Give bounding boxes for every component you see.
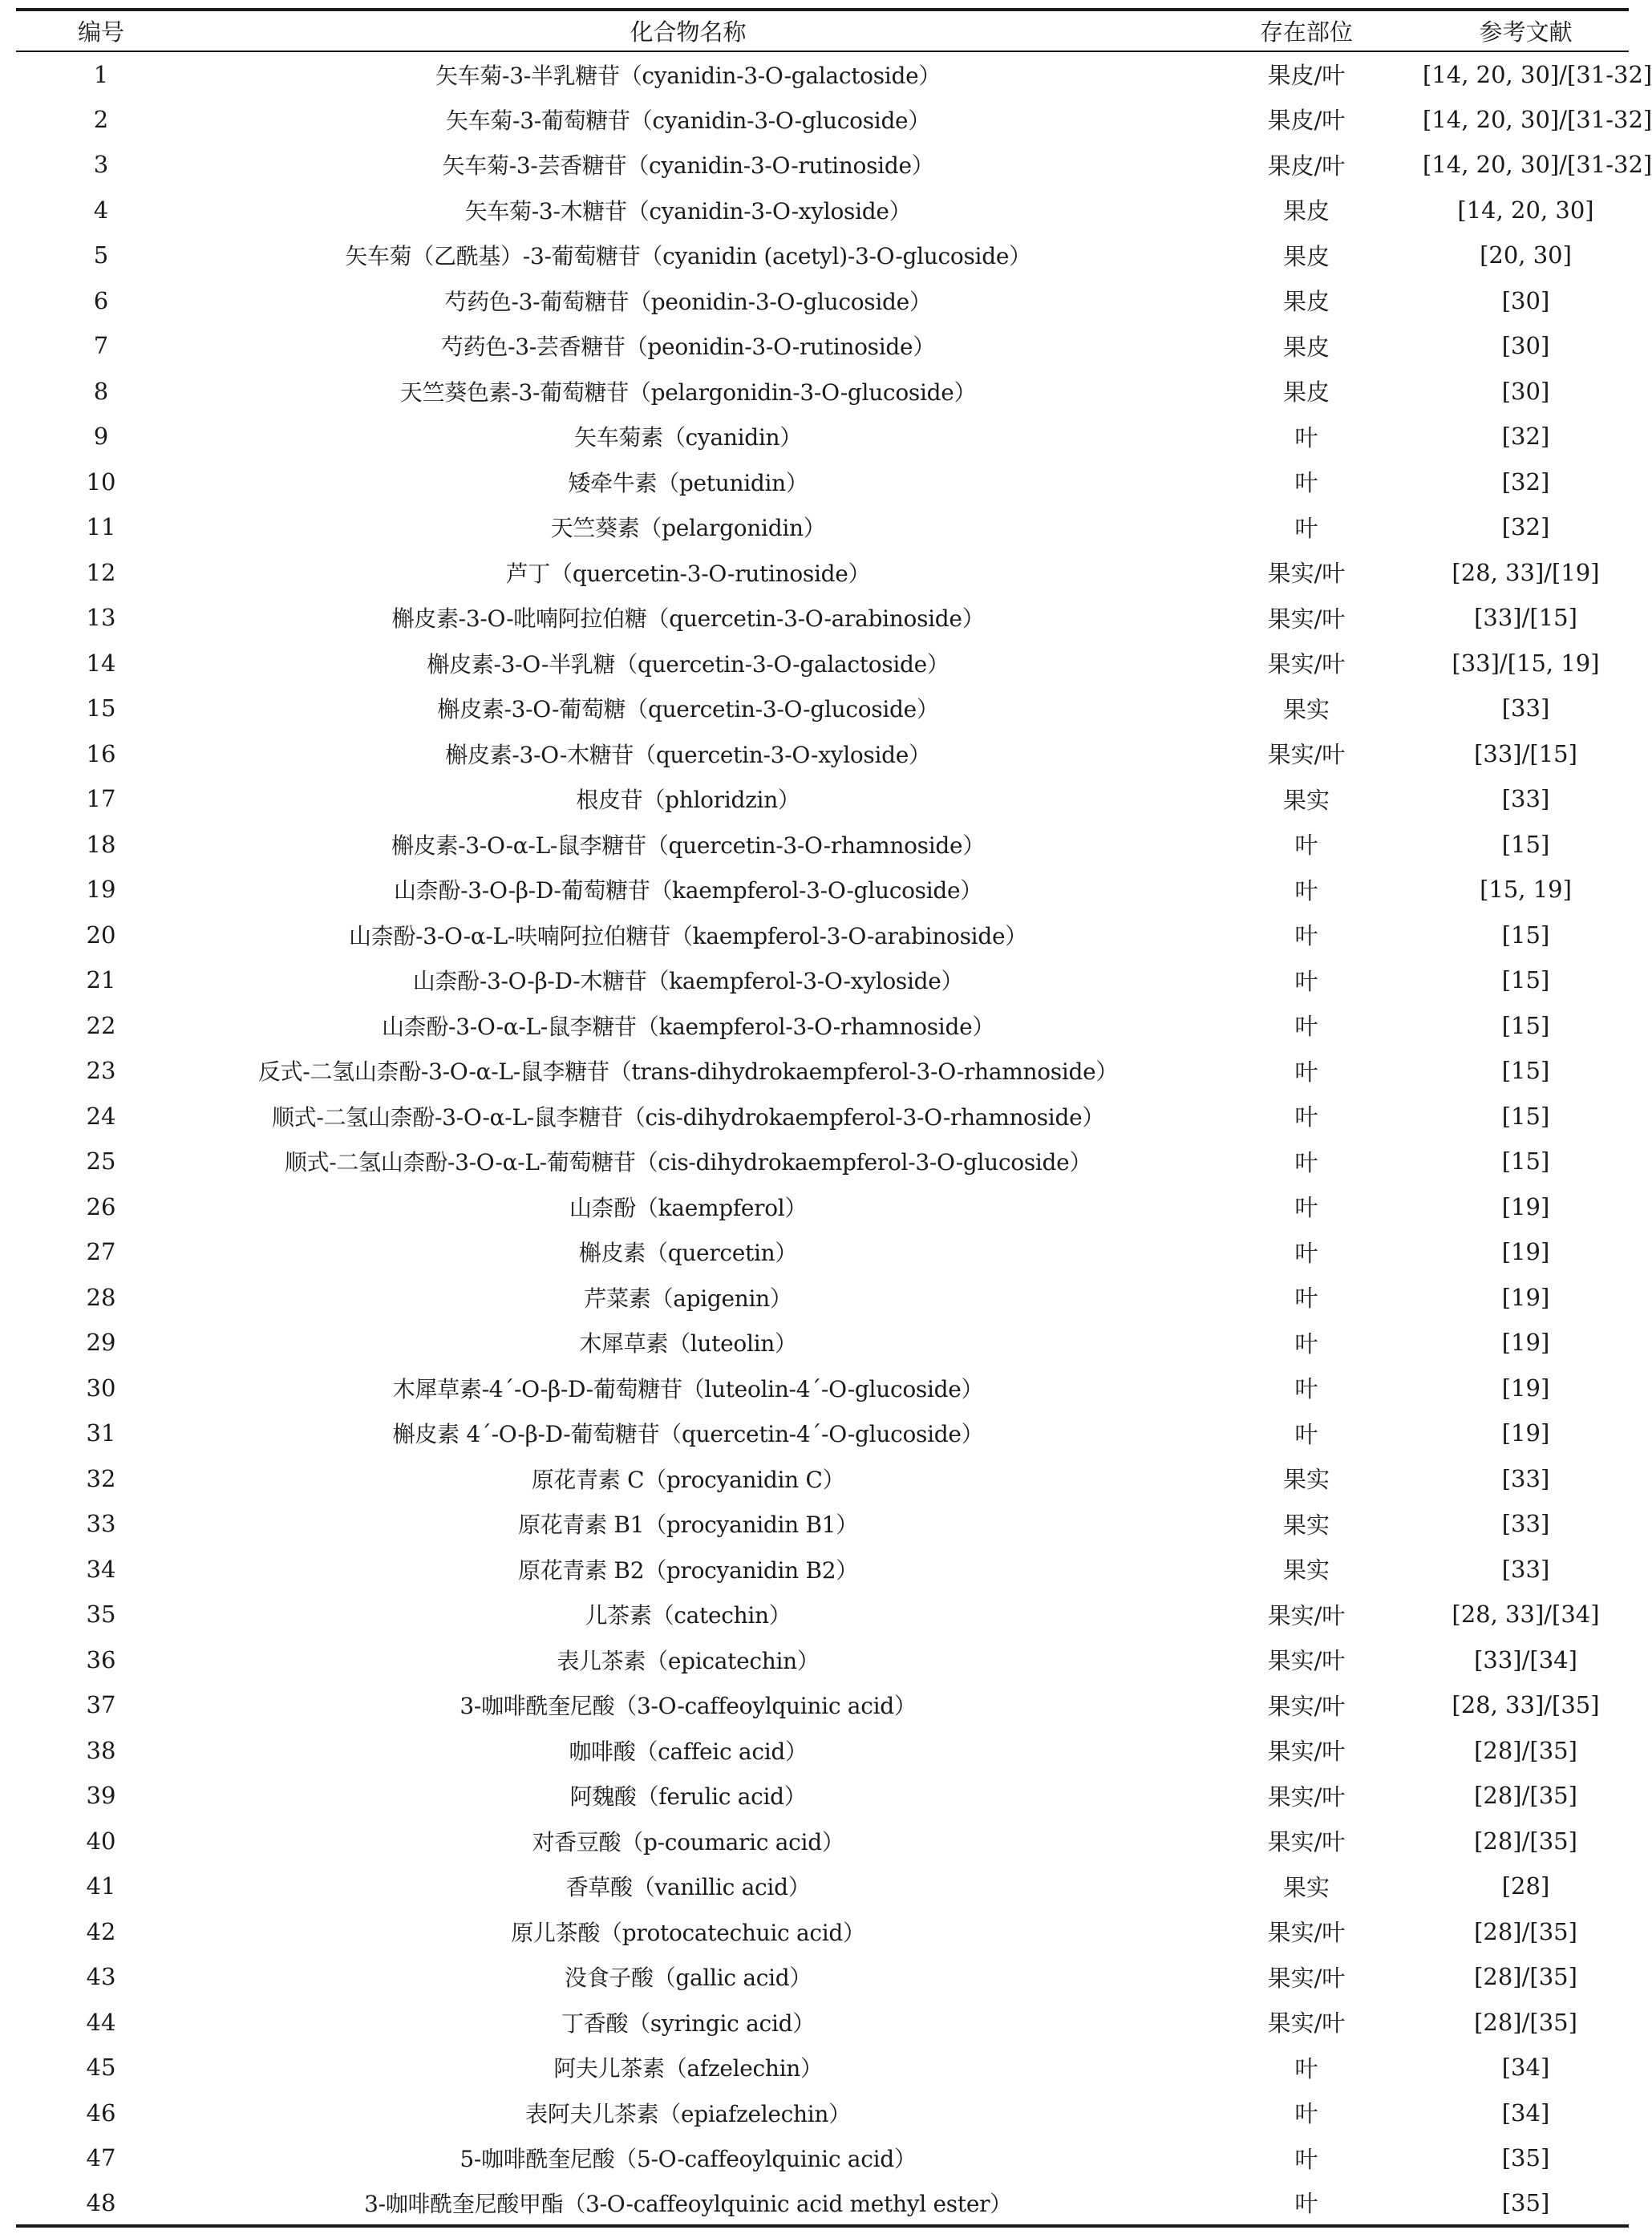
cell-location: 叶 (1294, 832, 1318, 860)
table-row (16, 1320, 1629, 1366)
cell-compound-name: 槲皮素-3-O-木糖苷（quercetin-3-O-xyloside） (445, 741, 931, 768)
table-row (16, 2045, 1629, 2090)
cell-id: 33 (86, 1510, 116, 1538)
cell-location: 果皮 (1282, 242, 1330, 270)
cell-compound-name: 天竺葵色素-3-葡萄糖苷（pelargonidin-3-O-glucoside） (399, 378, 977, 406)
cell-location: 果皮 (1282, 378, 1330, 407)
cell-location: 果实/叶 (1267, 1738, 1346, 1766)
table-row (16, 1366, 1629, 1411)
cell-location: 叶 (1294, 2145, 1318, 2173)
cell-id: 18 (86, 830, 116, 858)
cell-id: 8 (93, 377, 109, 405)
cell-reference: [15] (1501, 966, 1550, 994)
cell-id: 42 (86, 1917, 116, 1945)
cell-reference: [33] (1501, 1555, 1550, 1583)
cell-compound-name: 阿夫儿茶素（afzelechin） (553, 2055, 823, 2082)
cell-compound-name: 山柰酚-3-O-β-D-葡萄糖苷（kaempferol-3-O-glucoside） (394, 877, 982, 905)
cell-id: 25 (86, 1147, 116, 1176)
cell-id: 1 (93, 60, 109, 88)
cell-location: 果实/叶 (1267, 1828, 1346, 1856)
cell-compound-name: 3-咖啡酰奎尼酸甲酯（3-O-caffeoylquinic acid methyl ester） (364, 2190, 1012, 2217)
cell-location: 叶 (1294, 1194, 1318, 1222)
cell-id: 20 (86, 921, 116, 949)
table-header-row (16, 10, 1629, 51)
cell-reference: [34] (1501, 2054, 1550, 2082)
cell-reference: [14, 20, 30] (1457, 196, 1594, 224)
header-name: 化合物名称 (630, 18, 747, 46)
cell-compound-name: 芍药色-3-葡萄糖苷（peonidin-3-O-glucoside） (444, 288, 932, 315)
cell-compound-name: 表阿夫儿茶素（epiafzelechin） (525, 2100, 851, 2127)
cell-reference: [34] (1501, 2098, 1550, 2127)
cell-compound-name: 原花青素 C（procyanidin C） (531, 1466, 845, 1493)
cell-reference: [19] (1501, 1283, 1550, 1311)
cell-compound-name: 槲皮素-3-O-葡萄糖（quercetin-3-O-glucoside） (437, 696, 939, 723)
cell-id: 21 (86, 966, 116, 994)
table-row (16, 142, 1629, 188)
cell-location: 叶 (1294, 1058, 1318, 1086)
cell-reference: [28, 33]/[34] (1452, 1601, 1600, 1629)
cell-id: 44 (86, 2008, 116, 2036)
table-row (16, 414, 1629, 459)
cell-compound-name: 山柰酚（kaempferol） (569, 1194, 808, 1221)
cell-reference: [15] (1501, 1057, 1550, 1085)
cell-compound-name: 原花青素 B2（procyanidin B2） (518, 1556, 858, 1584)
cell-id: 45 (86, 2054, 116, 2082)
cell-location: 叶 (1294, 1375, 1318, 1403)
cell-compound-name: 矢车菊-3-葡萄糖苷（cyanidin-3-O-glucoside） (445, 107, 931, 134)
cell-location: 果实/叶 (1267, 1783, 1346, 1811)
cell-compound-name: 反式-二氢山柰酚-3-O-α-L-鼠李糖苷（trans-dihydrokaempferol-3-O-rhamnoside） (257, 1058, 1119, 1086)
cell-location: 果皮/叶 (1267, 107, 1346, 135)
cell-location: 叶 (1294, 2054, 1318, 2082)
cell-location: 叶 (1294, 2190, 1318, 2218)
cell-id: 47 (86, 2144, 116, 2172)
header-id: 编号 (77, 18, 124, 46)
cell-reference: [33] (1501, 785, 1550, 813)
cell-reference: [15] (1501, 830, 1550, 858)
cell-id: 2 (93, 105, 109, 133)
cell-compound-name: 5-咖啡酰奎尼酸（5-O-caffeoylquinic acid） (460, 2146, 917, 2173)
cell-location: 果皮/叶 (1267, 62, 1346, 90)
cell-reference: [20, 30] (1480, 241, 1572, 269)
cell-location: 果实 (1282, 1556, 1330, 1584)
cell-location: 果皮 (1282, 333, 1330, 361)
cell-compound-name: 山柰酚-3-O-α-L-呋喃阿拉伯糖苷（kaempferol-3-O-arabinoside） (349, 922, 1027, 949)
cell-location: 叶 (1294, 1329, 1318, 1358)
table-row (16, 2000, 1629, 2046)
cell-reference: [28]/[35] (1474, 1827, 1577, 1855)
cell-compound-name: 芍药色-3-芸香糖苷（peonidin-3-O-rutinoside） (440, 334, 935, 361)
table-row (16, 1003, 1629, 1049)
table-row (16, 2135, 1629, 2181)
cell-location: 叶 (1294, 967, 1318, 995)
table-row (16, 1410, 1629, 1456)
cell-reference: [28, 33]/[19] (1452, 558, 1600, 586)
table-row (16, 278, 1629, 324)
cell-compound-name: 3-咖啡酰奎尼酸（3-O-caffeoylquinic acid） (460, 1693, 917, 1720)
cell-location: 果实/叶 (1267, 1647, 1346, 1675)
cell-compound-name: 矮牵牛素（petunidin） (568, 469, 808, 496)
cell-location: 叶 (1294, 876, 1318, 905)
cell-id: 6 (93, 286, 109, 314)
cell-reference: [32] (1501, 467, 1550, 496)
cell-reference: [19] (1501, 1419, 1550, 1447)
cell-reference: [14, 20, 30]/[31-32] (1423, 151, 1652, 179)
cell-reference: [28]/[35] (1474, 1917, 1577, 1945)
header-ref: 参考文献 (1479, 18, 1573, 46)
cell-location: 果实/叶 (1267, 1919, 1346, 1947)
cell-reference: [19] (1501, 1374, 1550, 1402)
cell-compound-name: 天竺葵素（pelargonidin） (550, 515, 826, 542)
table-row (16, 957, 1629, 1003)
cell-compound-name: 芹菜素（apigenin） (584, 1285, 792, 1312)
cell-reference: [28]/[35] (1474, 1736, 1577, 1764)
cell-id: 15 (86, 694, 116, 722)
cell-id: 19 (86, 876, 116, 904)
cell-reference: [33] (1501, 694, 1550, 722)
header-part: 存在部位 (1259, 18, 1353, 46)
cell-id: 31 (86, 1419, 116, 1447)
cell-compound-name: 芦丁（quercetin-3-O-rutinoside） (505, 560, 871, 587)
cell-id: 43 (86, 1963, 116, 1991)
cell-location: 叶 (1294, 423, 1318, 451)
cell-reference: [32] (1501, 423, 1550, 451)
cell-reference: [30] (1501, 377, 1550, 405)
table-row (16, 188, 1629, 233)
cell-reference: [19] (1501, 1192, 1550, 1220)
cell-location: 果皮/叶 (1267, 152, 1346, 180)
cell-compound-name: 矢车菊（乙酰基）-3-葡萄糖苷（cyanidin (acetyl)-3-O-glucoside） (345, 243, 1031, 270)
cell-location: 果实/叶 (1267, 560, 1346, 588)
cell-reference: [33]/[15, 19] (1452, 649, 1600, 677)
cell-id: 11 (86, 513, 116, 541)
table-row (16, 641, 1629, 686)
cell-reference: [15, 19] (1480, 876, 1572, 904)
cell-id: 13 (86, 604, 116, 632)
cell-id: 16 (86, 739, 116, 767)
cell-compound-name: 顺式-二氢山柰酚-3-O-α-L-葡萄糖苷（cis-dihydrokaempferol-3-O-glucoside） (284, 1149, 1092, 1176)
cell-compound-name: 槲皮素-3-O-α-L-鼠李糖苷（quercetin-3-O-rhamnoside） (391, 832, 985, 859)
table-row (16, 822, 1629, 868)
cell-compound-name: 槲皮素 4´-O-β-D-葡萄糖苷（quercetin-4´-O-glucoside） (392, 1421, 984, 1448)
cell-id: 35 (86, 1601, 116, 1629)
cell-compound-name: 槲皮素-3-O-半乳糖（quercetin-3-O-galactoside） (427, 650, 949, 678)
table-row (16, 776, 1629, 822)
cell-location: 叶 (1294, 469, 1318, 497)
cell-reference: [30] (1501, 286, 1550, 314)
cell-id: 23 (86, 1057, 116, 1085)
cell-location: 叶 (1294, 1420, 1318, 1448)
cell-reference: [28] (1501, 1872, 1550, 1900)
cell-compound-name: 顺式-二氢山柰酚-3-O-α-L-鼠李糖苷（cis-dihydrokaempferol-3-O-rhamnoside） (271, 1103, 1105, 1131)
cell-compound-name: 儿茶素（catechin） (585, 1602, 792, 1629)
table-row (16, 1909, 1629, 1955)
cell-reference: [33]/[15] (1474, 604, 1577, 632)
cell-id: 34 (86, 1555, 116, 1583)
table-row (16, 1456, 1629, 1502)
cell-id: 7 (93, 332, 109, 360)
cell-location: 果实/叶 (1267, 1964, 1346, 1992)
cell-id: 28 (86, 1283, 116, 1311)
cell-compound-name: 山柰酚-3-O-β-D-木糖苷（kaempferol-3-O-xyloside） (412, 968, 964, 995)
table-row (16, 2090, 1629, 2136)
table-row (16, 731, 1629, 777)
cell-location: 果实/叶 (1267, 605, 1346, 633)
table-row (16, 1592, 1629, 1637)
table-row (16, 1637, 1629, 1683)
cell-id: 38 (86, 1736, 116, 1764)
cell-compound-name: 槲皮素-3-O-吡喃阿拉伯糖（quercetin-3-O-arabinoside） (391, 605, 985, 633)
cell-id: 37 (86, 1691, 116, 1719)
cell-compound-name: 香草酸（vanillic acid） (565, 1874, 811, 1901)
cell-id: 17 (86, 785, 116, 813)
cell-id: 30 (86, 1374, 116, 1402)
cell-location: 果实/叶 (1267, 650, 1346, 678)
cell-location: 果实/叶 (1267, 1692, 1346, 1720)
cell-reference: [35] (1501, 2188, 1550, 2216)
cell-location: 叶 (1294, 1148, 1318, 1176)
table-row (16, 233, 1629, 278)
table-row (16, 323, 1629, 369)
cell-reference: [33] (1501, 1510, 1550, 1538)
cell-reference: [30] (1501, 332, 1550, 360)
cell-location: 果实/叶 (1267, 1601, 1346, 1629)
cell-id: 24 (86, 1102, 116, 1130)
cell-id: 14 (86, 649, 116, 677)
cell-location: 叶 (1294, 1285, 1318, 1313)
cell-compound-name: 木犀草素（luteolin） (579, 1330, 797, 1358)
cell-compound-name: 槲皮素（quercetin） (578, 1240, 798, 1267)
cell-id: 27 (86, 1238, 116, 1266)
cell-reference: [15] (1501, 1102, 1550, 1130)
cell-reference: [28]/[35] (1474, 1963, 1577, 1991)
cell-id: 5 (93, 241, 109, 269)
cell-location: 果实 (1282, 695, 1330, 723)
cell-reference: [14, 20, 30]/[31-32] (1423, 105, 1652, 133)
table-row (16, 550, 1629, 596)
cell-id: 48 (86, 2188, 116, 2216)
table-row (16, 504, 1629, 550)
cell-reference: [33]/[15] (1474, 739, 1577, 767)
cell-reference: [33] (1501, 1464, 1550, 1492)
cell-id: 29 (86, 1329, 116, 1357)
cell-reference: [33]/[34] (1474, 1645, 1577, 1673)
table-row (16, 867, 1629, 913)
table-row (16, 51, 1629, 97)
cell-reference: [14, 20, 30]/[31-32] (1423, 60, 1652, 88)
table-row (16, 1773, 1629, 1819)
table-row (16, 459, 1629, 505)
table-row (16, 1864, 1629, 1909)
table-row (16, 1501, 1629, 1547)
cell-compound-name: 矢车菊-3-木糖苷（cyanidin-3-O-xyloside） (464, 197, 912, 225)
cell-location: 叶 (1294, 1103, 1318, 1131)
cell-id: 32 (86, 1464, 116, 1492)
cell-compound-name: 木犀草素-4´-O-β-D-葡萄糖苷（luteolin-4´-O-glucoside） (392, 1375, 984, 1402)
cell-id: 39 (86, 1782, 116, 1810)
cell-reference: [28, 33]/[35] (1452, 1691, 1600, 1719)
table-row (16, 1229, 1629, 1275)
compound-table-page (16, 8, 1652, 2228)
table-row (16, 1682, 1629, 1728)
table-row (16, 1184, 1629, 1230)
cell-id: 10 (86, 467, 116, 496)
cell-location: 果实 (1282, 1511, 1330, 1539)
cell-compound-name: 原儿茶酸（protocatechuic acid） (511, 1919, 865, 1946)
cell-id: 46 (86, 2098, 116, 2127)
cell-location: 叶 (1294, 514, 1318, 542)
cell-reference: [15] (1501, 1011, 1550, 1039)
cell-id: 41 (86, 1872, 116, 1900)
table-row (16, 913, 1629, 958)
cell-id: 4 (93, 196, 109, 224)
table-row (16, 1048, 1629, 1094)
cell-id: 12 (86, 558, 116, 586)
table-row (16, 2181, 1629, 2227)
cell-compound-name: 阿魏酸（ferulic acid） (569, 1783, 807, 1811)
cell-id: 26 (86, 1192, 116, 1220)
cell-location: 果实 (1282, 1466, 1330, 1494)
cell-location: 叶 (1294, 1239, 1318, 1267)
cell-compound-name: 表儿茶素（epicatechin） (557, 1647, 820, 1674)
cell-reference: [19] (1501, 1238, 1550, 1266)
cell-compound-name: 矢车菊-3-半乳糖苷（cyanidin-3-O-galactoside） (435, 62, 941, 89)
table-row (16, 1547, 1629, 1593)
cell-location: 叶 (1294, 1013, 1318, 1041)
cell-reference: [28]/[35] (1474, 1782, 1577, 1810)
table-row (16, 369, 1629, 415)
table-row (16, 1954, 1629, 2000)
table-row (16, 1728, 1629, 1774)
table-row (16, 1094, 1629, 1139)
cell-location: 果实/叶 (1267, 2009, 1346, 2038)
cell-compound-name: 没食子酸（gallic acid） (564, 1965, 812, 1992)
cell-location: 叶 (1294, 922, 1318, 950)
cell-location: 果实/叶 (1267, 741, 1346, 769)
table-row (16, 1275, 1629, 1321)
table-row (16, 1139, 1629, 1184)
cell-id: 9 (93, 423, 109, 451)
cell-compound-name: 山柰酚-3-O-α-L-鼠李糖苷（kaempferol-3-O-rhamnoside） (381, 1013, 995, 1040)
cell-id: 36 (86, 1645, 116, 1673)
table-row (16, 595, 1629, 641)
cell-compound-name: 对香豆酸（p-coumaric acid） (532, 1828, 844, 1856)
cell-location: 果皮 (1282, 288, 1330, 316)
cell-reference: [28]/[35] (1474, 2008, 1577, 2036)
table-body (16, 51, 1652, 2226)
cell-reference: [15] (1501, 1147, 1550, 1176)
table-row (16, 686, 1629, 731)
cell-location: 果皮 (1282, 197, 1330, 225)
cell-location: 果实 (1282, 786, 1330, 814)
cell-reference: [19] (1501, 1329, 1550, 1357)
cell-compound-name: 根皮苷（phloridzin） (576, 787, 800, 814)
cell-id: 40 (86, 1827, 116, 1855)
cell-compound-name: 丁香酸（syringic acid） (561, 2009, 815, 2037)
table-row (16, 1819, 1629, 1864)
cell-reference: [15] (1501, 921, 1550, 949)
cell-compound-name: 矢车菊-3-芸香糖苷（cyanidin-3-O-rutinoside） (442, 152, 934, 180)
cell-compound-name: 原花青素 B1（procyanidin B1） (518, 1512, 858, 1539)
table-row (16, 97, 1629, 143)
compound-table (16, 8, 1652, 2228)
cell-reference: [32] (1501, 513, 1550, 541)
cell-location: 叶 (1294, 2100, 1318, 2128)
cell-reference: [35] (1501, 2144, 1550, 2172)
cell-compound-name: 咖啡酸（caffeic acid） (569, 1738, 808, 1765)
cell-compound-name: 矢车菊素（cyanidin） (574, 424, 802, 451)
cell-id: 22 (86, 1011, 116, 1039)
cell-location: 果实 (1282, 1873, 1330, 1901)
cell-id: 3 (93, 151, 109, 179)
